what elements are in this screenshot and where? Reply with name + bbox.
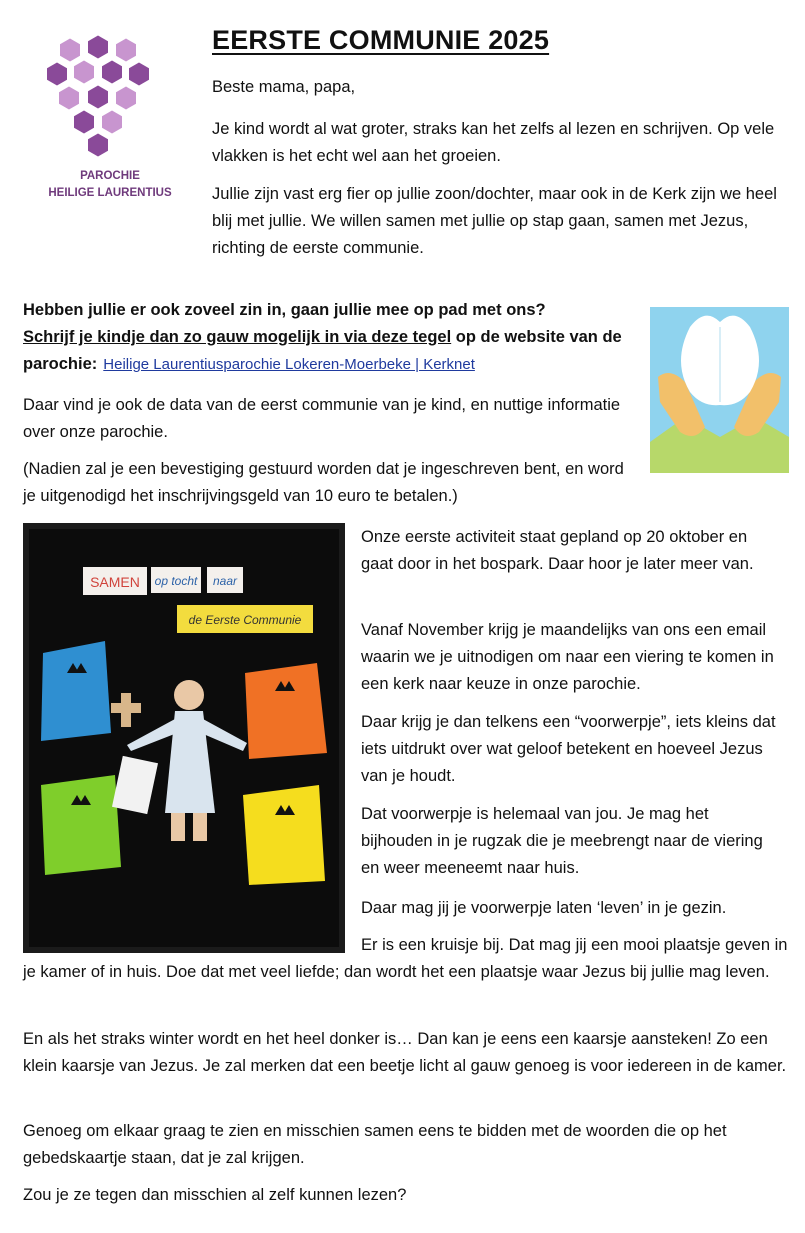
callout-register: Schrijf je kindje dan zo gauw mogelijk in via deze tegel bbox=[23, 328, 452, 346]
communion-board-photo bbox=[23, 523, 345, 953]
grape-hexagon-cluster bbox=[47, 36, 149, 157]
board-sign-4-text: de Eerste Communie bbox=[188, 613, 302, 627]
greeting: Beste mama, papa, bbox=[212, 78, 356, 96]
prayer-card-paragraph: Genoeg om elkaar graag te zien en misschien samen eens te bidden met de woorden die op het gebedskaartje staan, dat je zal krijgen. bbox=[23, 1122, 727, 1167]
board-sign-3-text: naar bbox=[212, 574, 238, 588]
cross-paragraph: Er is een kruisje bij. Dat mag jij een mooi plaatsje geven in je kamer of in huis. Doe dat met veel liefde; dan wordt het een plaatsje waar Jezus bij jullie mag leven. bbox=[23, 936, 788, 981]
family-paragraph: Daar mag jij je voorwerpje laten ‘leven’ in je gezin. bbox=[361, 899, 727, 917]
registration-callout bbox=[23, 297, 635, 378]
activity-paragraph: Onze eerste activiteit staat gepland op 20 oktober en gaat door in het bospark. Daar hoor je later meer van. bbox=[361, 528, 754, 573]
logo-line-2: HEILIGE LAURENTIUS bbox=[48, 187, 172, 199]
blue-backpack bbox=[41, 641, 111, 741]
confirmation-paragraph: (Nadien zal je een bevestiging gestuurd worden dat je ingeschreven bent, en word je uitgenodigd het inschrijvingsgeld van 10 euro te betalen.) bbox=[23, 460, 624, 505]
board-sign-1-text: SAMEN bbox=[90, 574, 140, 590]
callout-question: Hebben jullie er ook zoveel zin in, gaan jullie mee op pad met ons? bbox=[23, 301, 546, 319]
parish-logo-text bbox=[30, 168, 190, 202]
intro-paragraph-1: Je kind wordt al wat groter, straks kan het zelfs al lezen en schrijven. Op vele vlakken is het echt wel aan het groeien. bbox=[212, 120, 775, 165]
monthly-email-paragraph: Vanaf November krijg je maandelijks van ons een email waarin we je uitnodigen om naar een viering te komen in een kerk naar keuze in onze parochie. bbox=[361, 621, 774, 693]
intro-paragraph-2: Jullie zijn vast erg fier op jullie zoon/dochter, maar ook in de Kerk zijn we heel blij met jullie. We willen samen met jullie op stap gaan, samen met Jezus, richting de eerste communie. bbox=[212, 185, 777, 257]
green-backpack bbox=[41, 775, 121, 875]
hands-host-illustration bbox=[650, 307, 789, 473]
closing-question: Zou je ze tegen dan misschien al zelf kunnen lezen? bbox=[23, 1186, 407, 1204]
info-paragraph: Daar vind je ook de data van de eerst communie van je kind, en nuttige informatie over onze parochie. bbox=[23, 396, 621, 441]
backpack-paragraph: Dat voorwerpje is helemaal van jou. Je mag het bijhouden in je rugzak die je meebrengt naar de viering en weer meeneemt naar huis. bbox=[361, 805, 763, 877]
object-paragraph: Daar krijg je dan telkens een “voorwerpje”, iets kleins dat iets uitdrukt over wat geloof betekent en hoeveel Jezus van je houdt. bbox=[361, 713, 776, 785]
page-title: EERSTE COMMUNIE 2025 bbox=[212, 25, 550, 55]
yellow-backpack bbox=[243, 785, 325, 885]
orange-backpack bbox=[245, 663, 327, 759]
winter-candle-paragraph: En als het straks winter wordt en het heel donker is… Dan kan je eens een kaarsje aansteken! Zo een klein kaarsje van Jezus. Je zal merken dat een beetje licht al gauw genoeg is voor iedereen in de kamer. bbox=[23, 1030, 787, 1075]
callout-register-rest: op de website van de parochie: bbox=[23, 328, 622, 373]
board-sign-2-text: op tocht bbox=[154, 574, 198, 588]
parish-website-link[interactable]: Heilige Laurentiusparochie Lokeren-Moerbeke | Kerknet bbox=[103, 356, 475, 373]
logo-line-1: PAROCHIE bbox=[80, 170, 140, 182]
jesus-figure bbox=[174, 680, 204, 710]
